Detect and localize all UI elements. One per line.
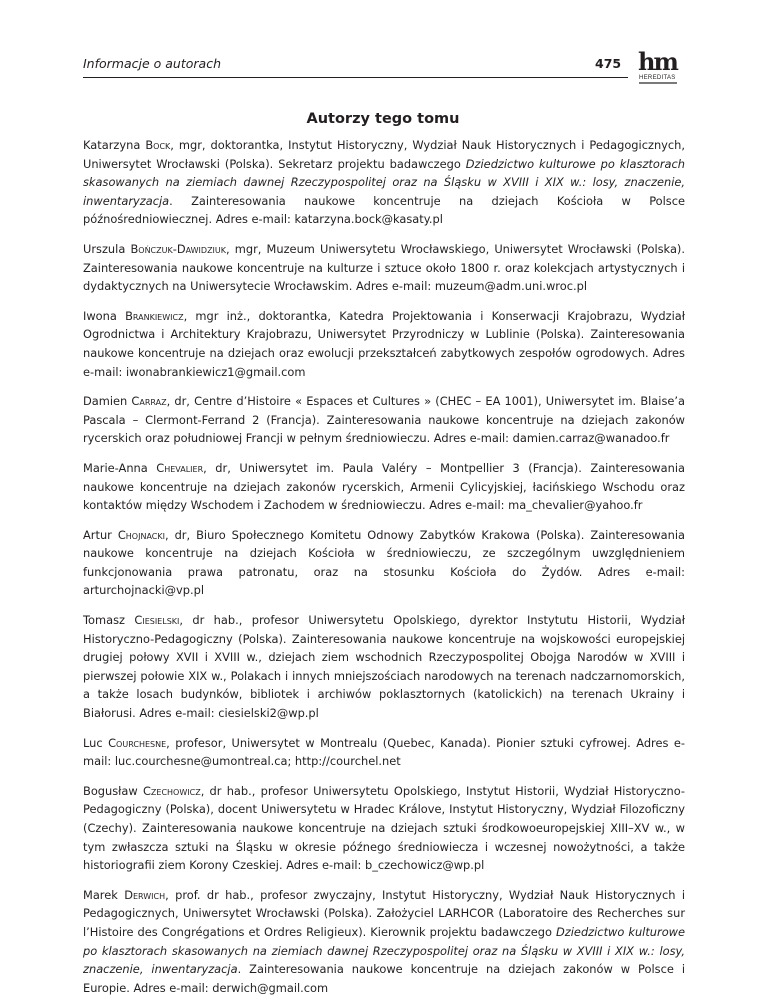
- running-title: Informacje o autorach: [83, 56, 221, 71]
- author-entry: [83, 782, 685, 875]
- author-bio: , dr hab., profesor Uniwersytetu Opolskiego, Instytut Historii, Wydział Historyczno-Pedagogiczny (Polska), docent Uniwersytetu w Hradec Králove, Instytut Historyczny, Wydział Filozoficzny (Czechy). Zainteresowania naukowe koncentruje na dziejach sztuki środkowoeuropejskiej XIII–XV w., w tym zwłaszcza sztuki na Śląsku w okresie późnego średniowiecza i wczesnej nowożytności, a także historiografii ziem Korony Czeskiej. Adres e-mail: b_czechowicz@wp.pl: [83, 783, 685, 873]
- publisher-logo-icon: [638, 47, 678, 90]
- author-surname: Czechowicz: [142, 783, 201, 798]
- author-first-name: Tomasz: [83, 613, 125, 628]
- author-surname: Chevalier: [156, 460, 204, 475]
- author-surname: Chojnacki: [117, 527, 165, 542]
- logo-underline: [639, 82, 677, 84]
- author-first-name: Urszula: [83, 241, 126, 256]
- author-first-name: Marek: [83, 887, 118, 902]
- author-surname: Ciesielski: [134, 613, 180, 628]
- author-bio: , dr hab., profesor Uniwersytetu Opolskiego, dyrektor Instytutu Historii, Wydział Historyczno-Pedagogiczny (Polska). Zainteresowania naukowe koncentruje na wojskowości europejskiej drugiej połowy XVII i XVIII w., dziejach ziem wschodnich Rzeczypospolitej Obojga Narodów w XVIII i pierwszej połowie XIX w., Polakach i innych mniejszościach narodowych na terenach nadczarnomorskich, a także losach budynków, bibliotek i archiwów poklasztornych (katolickich) na terenach Ukrainy i Białorusi. Adres e-mail: ciesielski2@wp.pl: [83, 613, 686, 721]
- author-bio: , profesor, Uniwersytet w Montrealu (Quebec, Kanada). Pionier sztuki cyfrowej. Adres e-mail: luc.courchesne@umontreal.ca; http://courchel.net: [83, 735, 685, 769]
- author-entry: [83, 136, 685, 229]
- author-first-name: Bogusław: [83, 783, 138, 798]
- author-surname: Bock: [145, 138, 171, 152]
- author-bio: , mgr, Muzeum Uniwersytetu Wrocławskiego, Uniwersytet Wrocławski (Polska). Zainteresowania naukowe koncentruje na kulturze i sztuce około 1800 r. oraz kolekcjach artystycznych i dydaktycznych na Uniwersytecie Wrocławskim. Adres e-mail: muzeum@adm.uni.wroc.pl: [83, 241, 685, 294]
- author-entry: [83, 392, 685, 448]
- author-entry: [83, 526, 685, 600]
- author-entry: [83, 240, 685, 296]
- logo-mark: hm: [638, 47, 677, 76]
- author-entry: [83, 459, 685, 515]
- author-surname: Bończuk-Dawidziuk: [130, 241, 227, 256]
- author-first-name: Marie-Anna: [83, 460, 148, 475]
- author-list: [83, 136, 685, 1008]
- author-bio-cont: . Zainteresowania naukowe koncentruje na dziejach Kościoła w Polsce późnośredniowiecznej. Adres e-mail: katarzyna.bock@kasaty.pl: [83, 193, 685, 227]
- author-bio: , dr, Biuro Społecznego Komitetu Odnowy Zabytków Krakowa (Polska). Zainteresowania naukowe koncentruje na dziejach Kościoła w średniowieczu, ze szczególnym uwzględnieniem funkcjonowania prawa patronatu, oraz na stosunku Kościoła do Żydów. Adres e-mail: arturchojnacki@vp.pl: [83, 527, 685, 598]
- author-surname: Courchesne: [108, 735, 167, 750]
- author-bio: , dr, Uniwersytet im. Paula Valéry – Montpellier 3 (Francja). Zainteresowania naukowe koncentruje na dziejach zakonów rycerskich, Armenii Cylicyjskiej, łacińskiego Wschodu oraz kontaktów między Wschodem i Zachodem w średniowieczu. Adres e-mail: ma_chevalier@yahoo.fr: [83, 460, 685, 513]
- author-entry: [83, 734, 685, 771]
- author-first-name: Artur: [83, 527, 112, 542]
- author-entry: [83, 611, 685, 723]
- project-title: Dziedzictwo kulturowe po klasztorach skasowanych na ziemiach dawnej Rzeczypospolitej oraz na Śląsku w XVIII i XIX w.: losy, znaczenie, inwentaryzacja: [83, 156, 685, 208]
- author-first-name: Luc: [83, 735, 103, 750]
- page-number: 475: [595, 56, 622, 71]
- page-header: [83, 47, 683, 90]
- page-title: Autorzy tego tomu: [306, 111, 460, 127]
- author-first-name: Iwona: [83, 308, 117, 323]
- author-surname: Brankiewicz: [125, 308, 184, 323]
- author-entry: [83, 886, 685, 998]
- author-entry: [83, 307, 685, 381]
- logo-text: HEREDITAS: [639, 75, 676, 81]
- author-surname: Derwich: [124, 887, 166, 902]
- author-bio: , dr, Centre d’Histoire « Espaces et Cultures » (CHEC – EA 1001), Uniwersytet im. Blaise’a Pascala – Clermont-Ferrand 2 (Francja). Zainteresowania naukowe koncentruje na dziejach zakonów rycerskich oraz południowej Francji w pełnym średniowieczu. Adres e-mail: damien.carraz@wanadoo.fr: [83, 394, 685, 446]
- project-title: Dziedzictwo kulturowe po klasztorach skasowanych na ziemiach dawnej Rzeczypospolitej oraz na Śląsku w XVIII i XIX w.: losy, znaczenie, inwentaryzacja: [83, 924, 685, 977]
- author-first-name: Damien: [83, 394, 128, 409]
- author-bio: , mgr, doktorantka, Instytut Historyczny, Wydział Nauk Historycznych i Pedagogicznych, Uniwersytet Wrocławski (Polska). Sekretarz projektu badawczego: [83, 138, 686, 171]
- author-first-name: Katarzyna: [83, 138, 141, 152]
- author-bio: , prof. dr hab., profesor zwyczajny, Instytut Historyczny, Wydział Nauk Historycznych i Pedagogicznych, Uniwersytet Wrocławski (Polska). Założyciel LARHCOR (Laboratoire des Recherches sur l’Histoire des Congrégations et Ordres Religieux). Kierownik projektu badawczego: [83, 887, 685, 939]
- author-bio-cont: . Zainteresowania naukowe koncentruje na dziejach zakonów w Polsce i Europie. Adres e-mail: derwich@gmail.com: [83, 962, 685, 995]
- header-rule: [83, 77, 628, 78]
- author-bio: , mgr inż., doktorantka, Katedra Projektowania i Konserwacji Krajobrazu, Wydział Ogrodnictwa i Architektury Krajobrazu, Uniwersytet Przyrodniczy w Lublinie (Polska). Zainteresowania naukowe koncentruje na dziejach oraz ewolucji przekształceń zabytkowych zespołów ogrodowych. Adres e-mail: iwonabrankiewicz1@gmail.com: [83, 308, 685, 379]
- author-surname: Carraz: [131, 394, 167, 409]
